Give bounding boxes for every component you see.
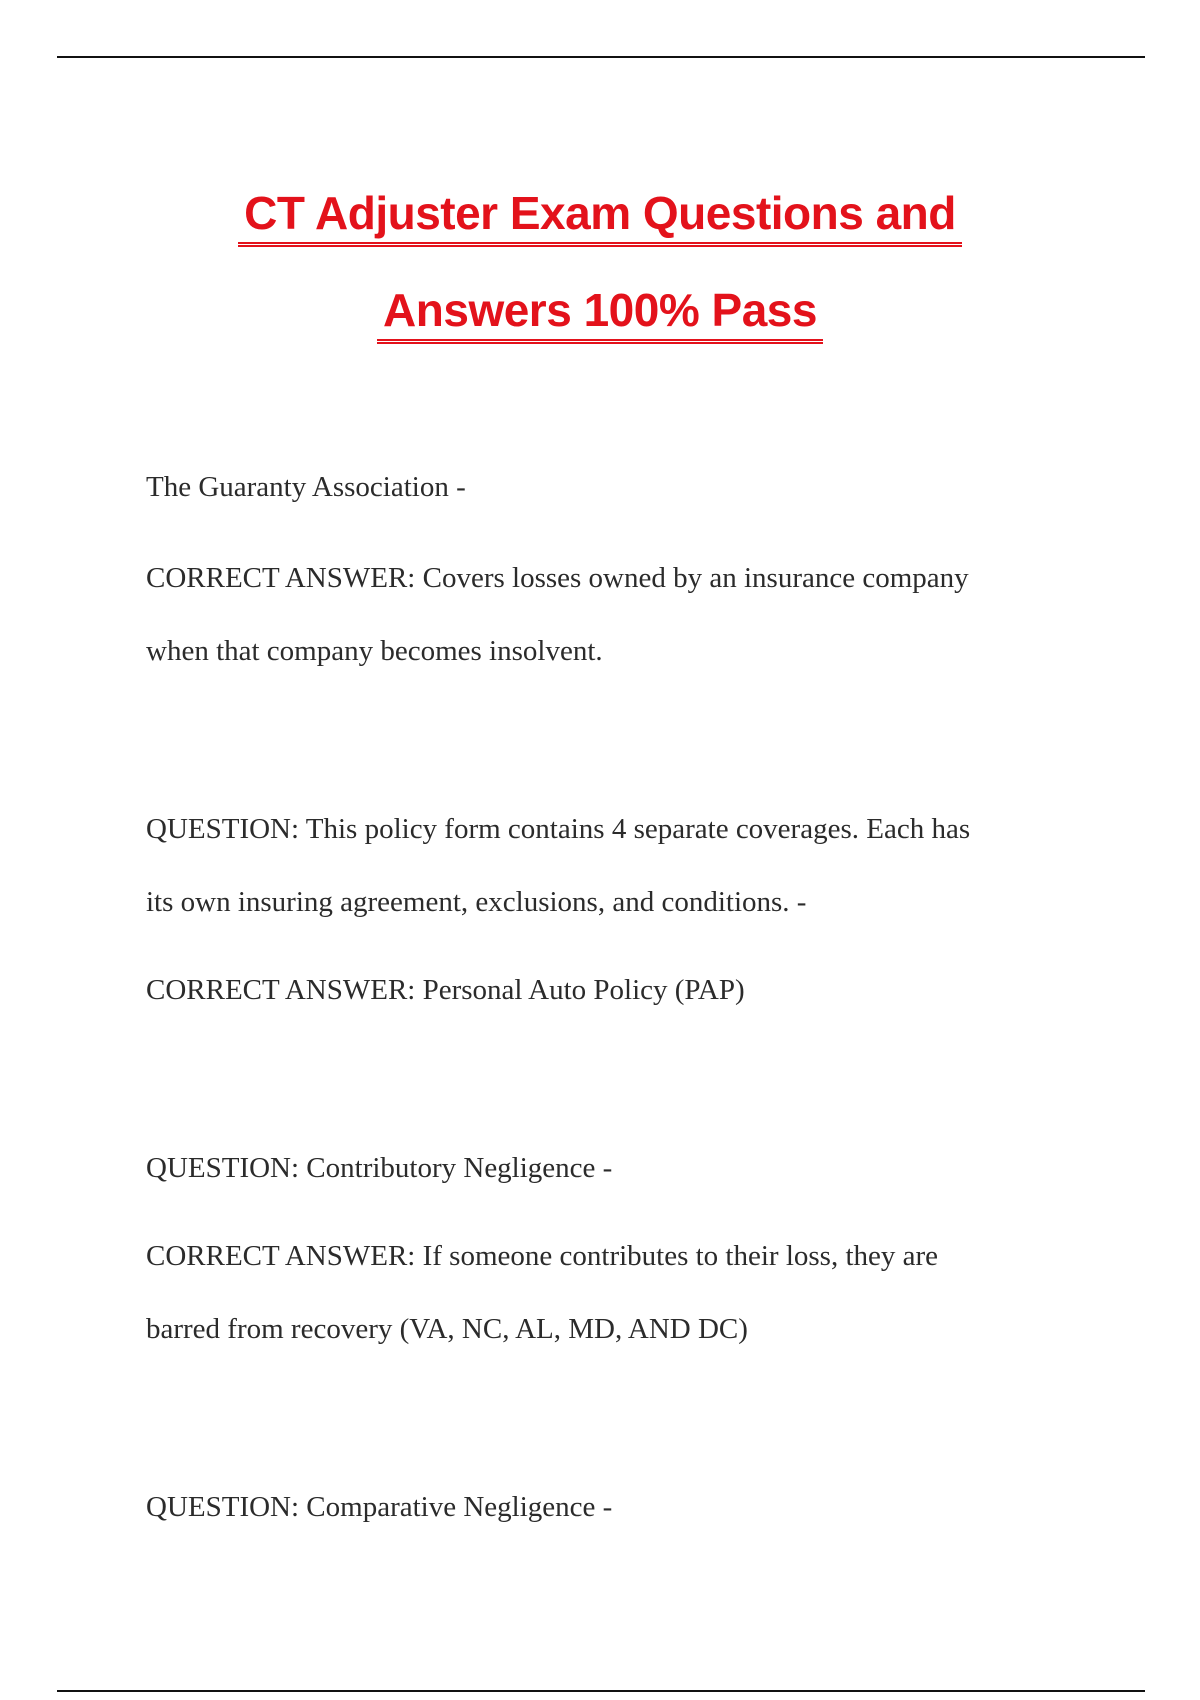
document-title-line-1: CT Adjuster Exam Questions and bbox=[0, 190, 1200, 247]
answer-text-continued: when that company becomes insolvent. bbox=[146, 635, 603, 667]
question-text: QUESTION: Comparative Negligence - bbox=[146, 1491, 613, 1523]
answer-text: CORRECT ANSWER: Covers losses owned by an insurance company bbox=[146, 562, 969, 594]
answer-text: CORRECT ANSWER: Personal Auto Policy (PAP) bbox=[146, 974, 745, 1006]
question-text-continued: its own insuring agreement, exclusions, and conditions. - bbox=[146, 886, 807, 918]
question-text: The Guaranty Association - bbox=[146, 471, 466, 503]
answer-text-continued: barred from recovery (VA, NC, AL, MD, AND DC) bbox=[146, 1313, 748, 1345]
top-divider bbox=[57, 56, 1145, 58]
question-text: QUESTION: Contributory Negligence - bbox=[146, 1152, 613, 1184]
answer-text: CORRECT ANSWER: If someone contributes to their loss, they are bbox=[146, 1240, 939, 1272]
bottom-divider bbox=[57, 1690, 1145, 1692]
document-title-line-2: Answers 100% Pass bbox=[0, 287, 1200, 344]
question-text: QUESTION: This policy form contains 4 separate coverages. Each has bbox=[146, 813, 971, 845]
